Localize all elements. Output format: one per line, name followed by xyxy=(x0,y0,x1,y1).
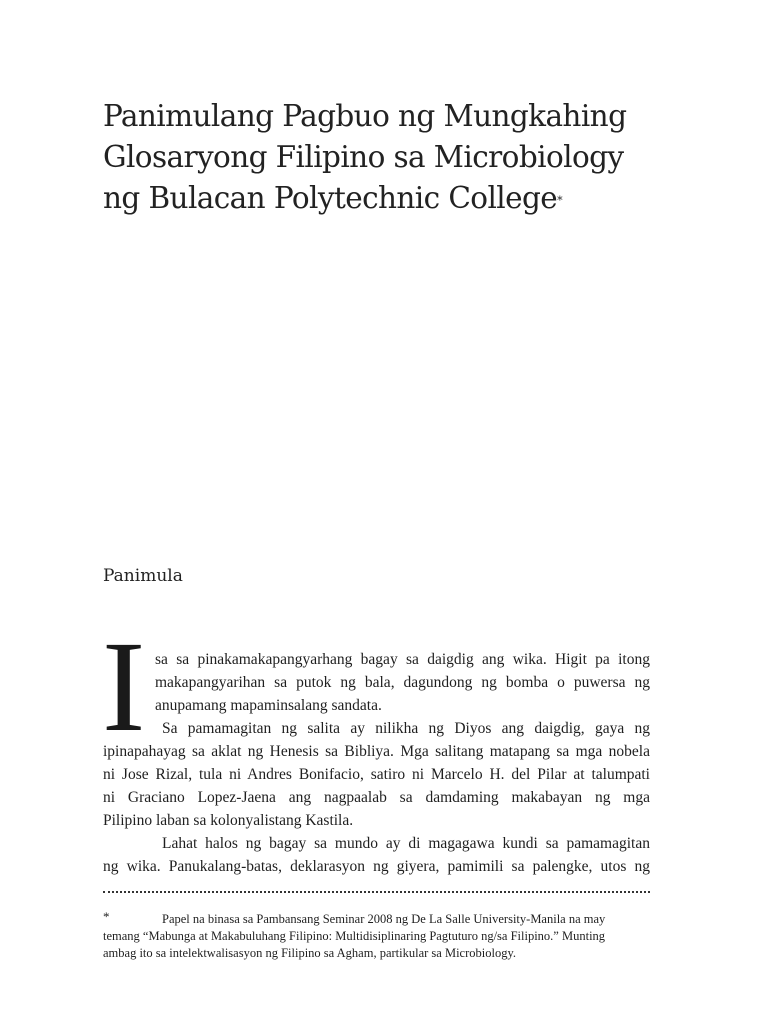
title-line-1: Panimulang Pagbuo ng Mungkahing xyxy=(103,99,627,133)
title-footnote-mark: * xyxy=(557,194,563,207)
footnote-line: Papel na binasa sa Pambansang Seminar 2008 ng De La Salle University-Manila na may xyxy=(162,912,606,926)
body-line: Pilipino laban sa kolonyalistang Kastila. xyxy=(103,812,354,829)
body-line: ni Jose Rizal, tula ni Andres Bonifacio, satiro ni Marcelo H. del Pilar at talumpati xyxy=(103,766,650,783)
body-line: ipinapahayag sa aklat ng Henesis sa Bibliya. Mga salitang matapang sa mga nobela xyxy=(103,743,650,760)
title-line-3 xyxy=(103,178,703,219)
footnote-mark: * xyxy=(103,909,110,924)
footnote-divider xyxy=(103,891,650,893)
title-line-3-text: ng Bulacan Polytechnic College xyxy=(103,181,558,215)
body-line: ng wika. Panukalang-batas, deklarasyon ng giyera, pamimili sa palengke, utos ng xyxy=(103,858,650,875)
footnote-line: ambag ito sa intelektwalisasyon ng Filipino sa Agham, partikular sa Microbiology. xyxy=(103,946,517,960)
body-line: sa sa pinakamakapangyarhang bagay sa daigdig ang wika. Higit pa itong xyxy=(155,651,650,668)
body-line: Lahat halos ng bagay sa mundo ay di magagawa kundi sa pamamagitan xyxy=(162,835,650,852)
body-line: makapangyarihan sa putok ng bala, dagundong ng bomba o puwersa ng xyxy=(155,674,650,691)
article-title xyxy=(103,96,703,219)
title-line-2: Glosaryong Filipino sa Microbiology xyxy=(103,140,624,174)
body-line: anupamang mapaminsalang sandata. xyxy=(155,697,382,714)
body-line: Sa pamamagitan ng salita ay nilikha ng Diyos ang daigdig, gaya ng xyxy=(162,720,650,737)
section-heading: Panimula xyxy=(103,566,183,586)
body-line: ni Graciano Lopez-Jaena ang nagpaalab sa damdaming makabayan ng mga xyxy=(103,789,650,806)
footnote-line: temang “Mabunga at Makabuluhang Filipino: Multidisiplinaring Pagtuturo ng/sa Filipino.” Munting xyxy=(103,929,606,943)
drop-cap: I xyxy=(102,615,146,759)
